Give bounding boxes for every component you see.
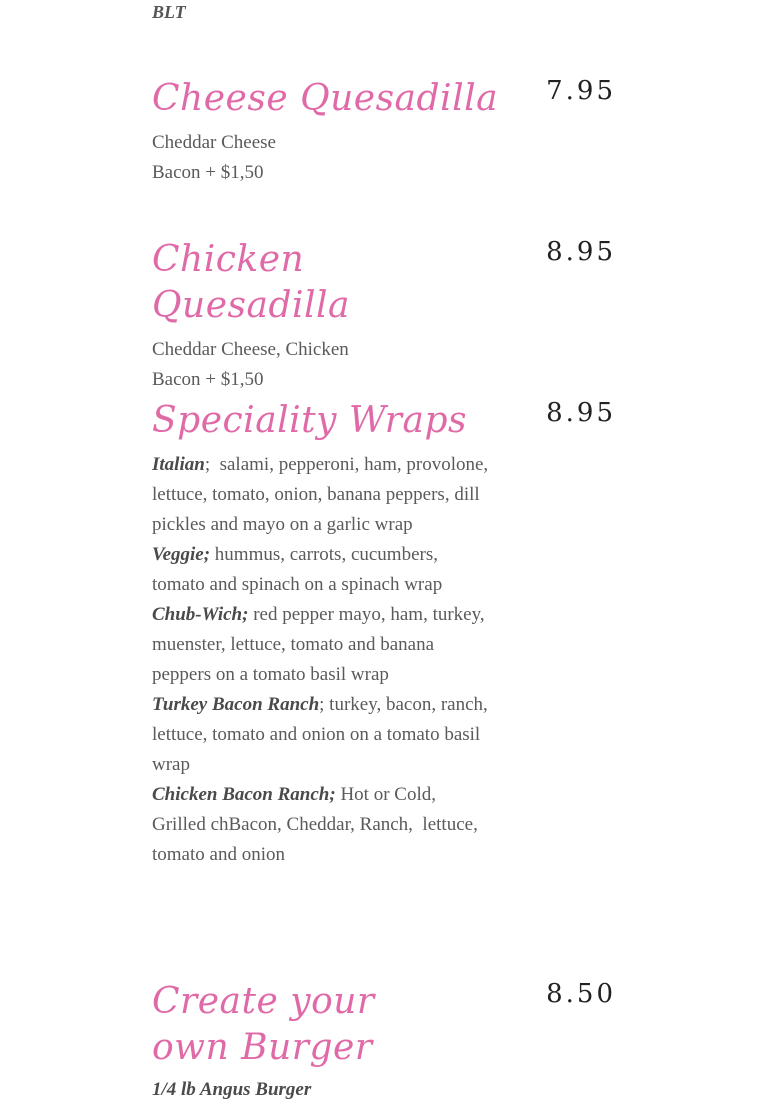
previous-item-label: BLT — [152, 2, 186, 22]
menu-item-create-burger — [152, 979, 622, 1105]
wrap-entry — [152, 690, 492, 780]
wrap-name: Chub-Wich; — [152, 604, 249, 625]
desc-line: Cheddar Cheese — [152, 132, 276, 153]
item-title: Speciality Wraps — [152, 400, 468, 441]
desc-line: Bacon + $1,50 — [152, 162, 264, 183]
wrap-name: Chicken Bacon Ranch; — [152, 784, 336, 805]
wrap-text: salami, pepperoni, ham, provolone, lettuce, tomato, onion, banana peppers, dill pickles and mayo on a garlic wrap — [152, 454, 493, 535]
desc-line: Cheddar Cheese, Chicken — [152, 339, 349, 360]
item-price: 8.95 — [546, 237, 616, 267]
wrap-sep: ; — [204, 454, 211, 475]
wrap-entry — [152, 600, 492, 690]
wrap-entry — [152, 450, 492, 540]
item-description — [152, 1075, 492, 1105]
item-description — [152, 128, 492, 188]
wrap-entry — [152, 780, 492, 870]
wrap-text: red pepper mayo, ham, turkey, muenster, lettuce, tomato and banana peppers on a tomato basil wrap — [152, 604, 485, 685]
menu-item-chicken-quesadilla — [152, 237, 622, 395]
desc-line: Bacon + $1,50 — [152, 369, 264, 390]
item-price: 8.50 — [546, 979, 616, 1009]
wrap-entry — [152, 540, 492, 600]
item-price: 7.95 — [546, 76, 616, 106]
item-title: Chicken Quesadilla — [152, 239, 350, 326]
item-price: 8.95 — [546, 398, 616, 428]
wrap-text: hummus, carrots, cucumbers, tomato and spinach on a spinach wrap — [152, 544, 443, 595]
desc-line: 1/4 lb Angus Burger — [152, 1079, 312, 1100]
menu-item-cheese-quesadilla — [152, 76, 622, 188]
item-title: Create your own Burger — [152, 981, 375, 1068]
wrap-name: Veggie; — [152, 544, 211, 565]
wrap-sep: ; — [319, 694, 325, 715]
menu-item-speciality-wraps — [152, 398, 622, 870]
wrap-text: Hot or Cold, Grilled chBacon, Cheddar, Ranch, lettuce, tomato and onion — [152, 784, 483, 865]
wrap-name: Turkey Bacon Ranch — [152, 694, 320, 715]
item-description — [152, 335, 492, 395]
wrap-text: turkey, bacon, ranch, lettuce, tomato and onion on a tomato basil wrap — [152, 694, 488, 775]
item-description — [152, 450, 492, 870]
wrap-name: Italian — [152, 454, 205, 475]
item-title: Cheese Quesadilla — [152, 78, 499, 119]
